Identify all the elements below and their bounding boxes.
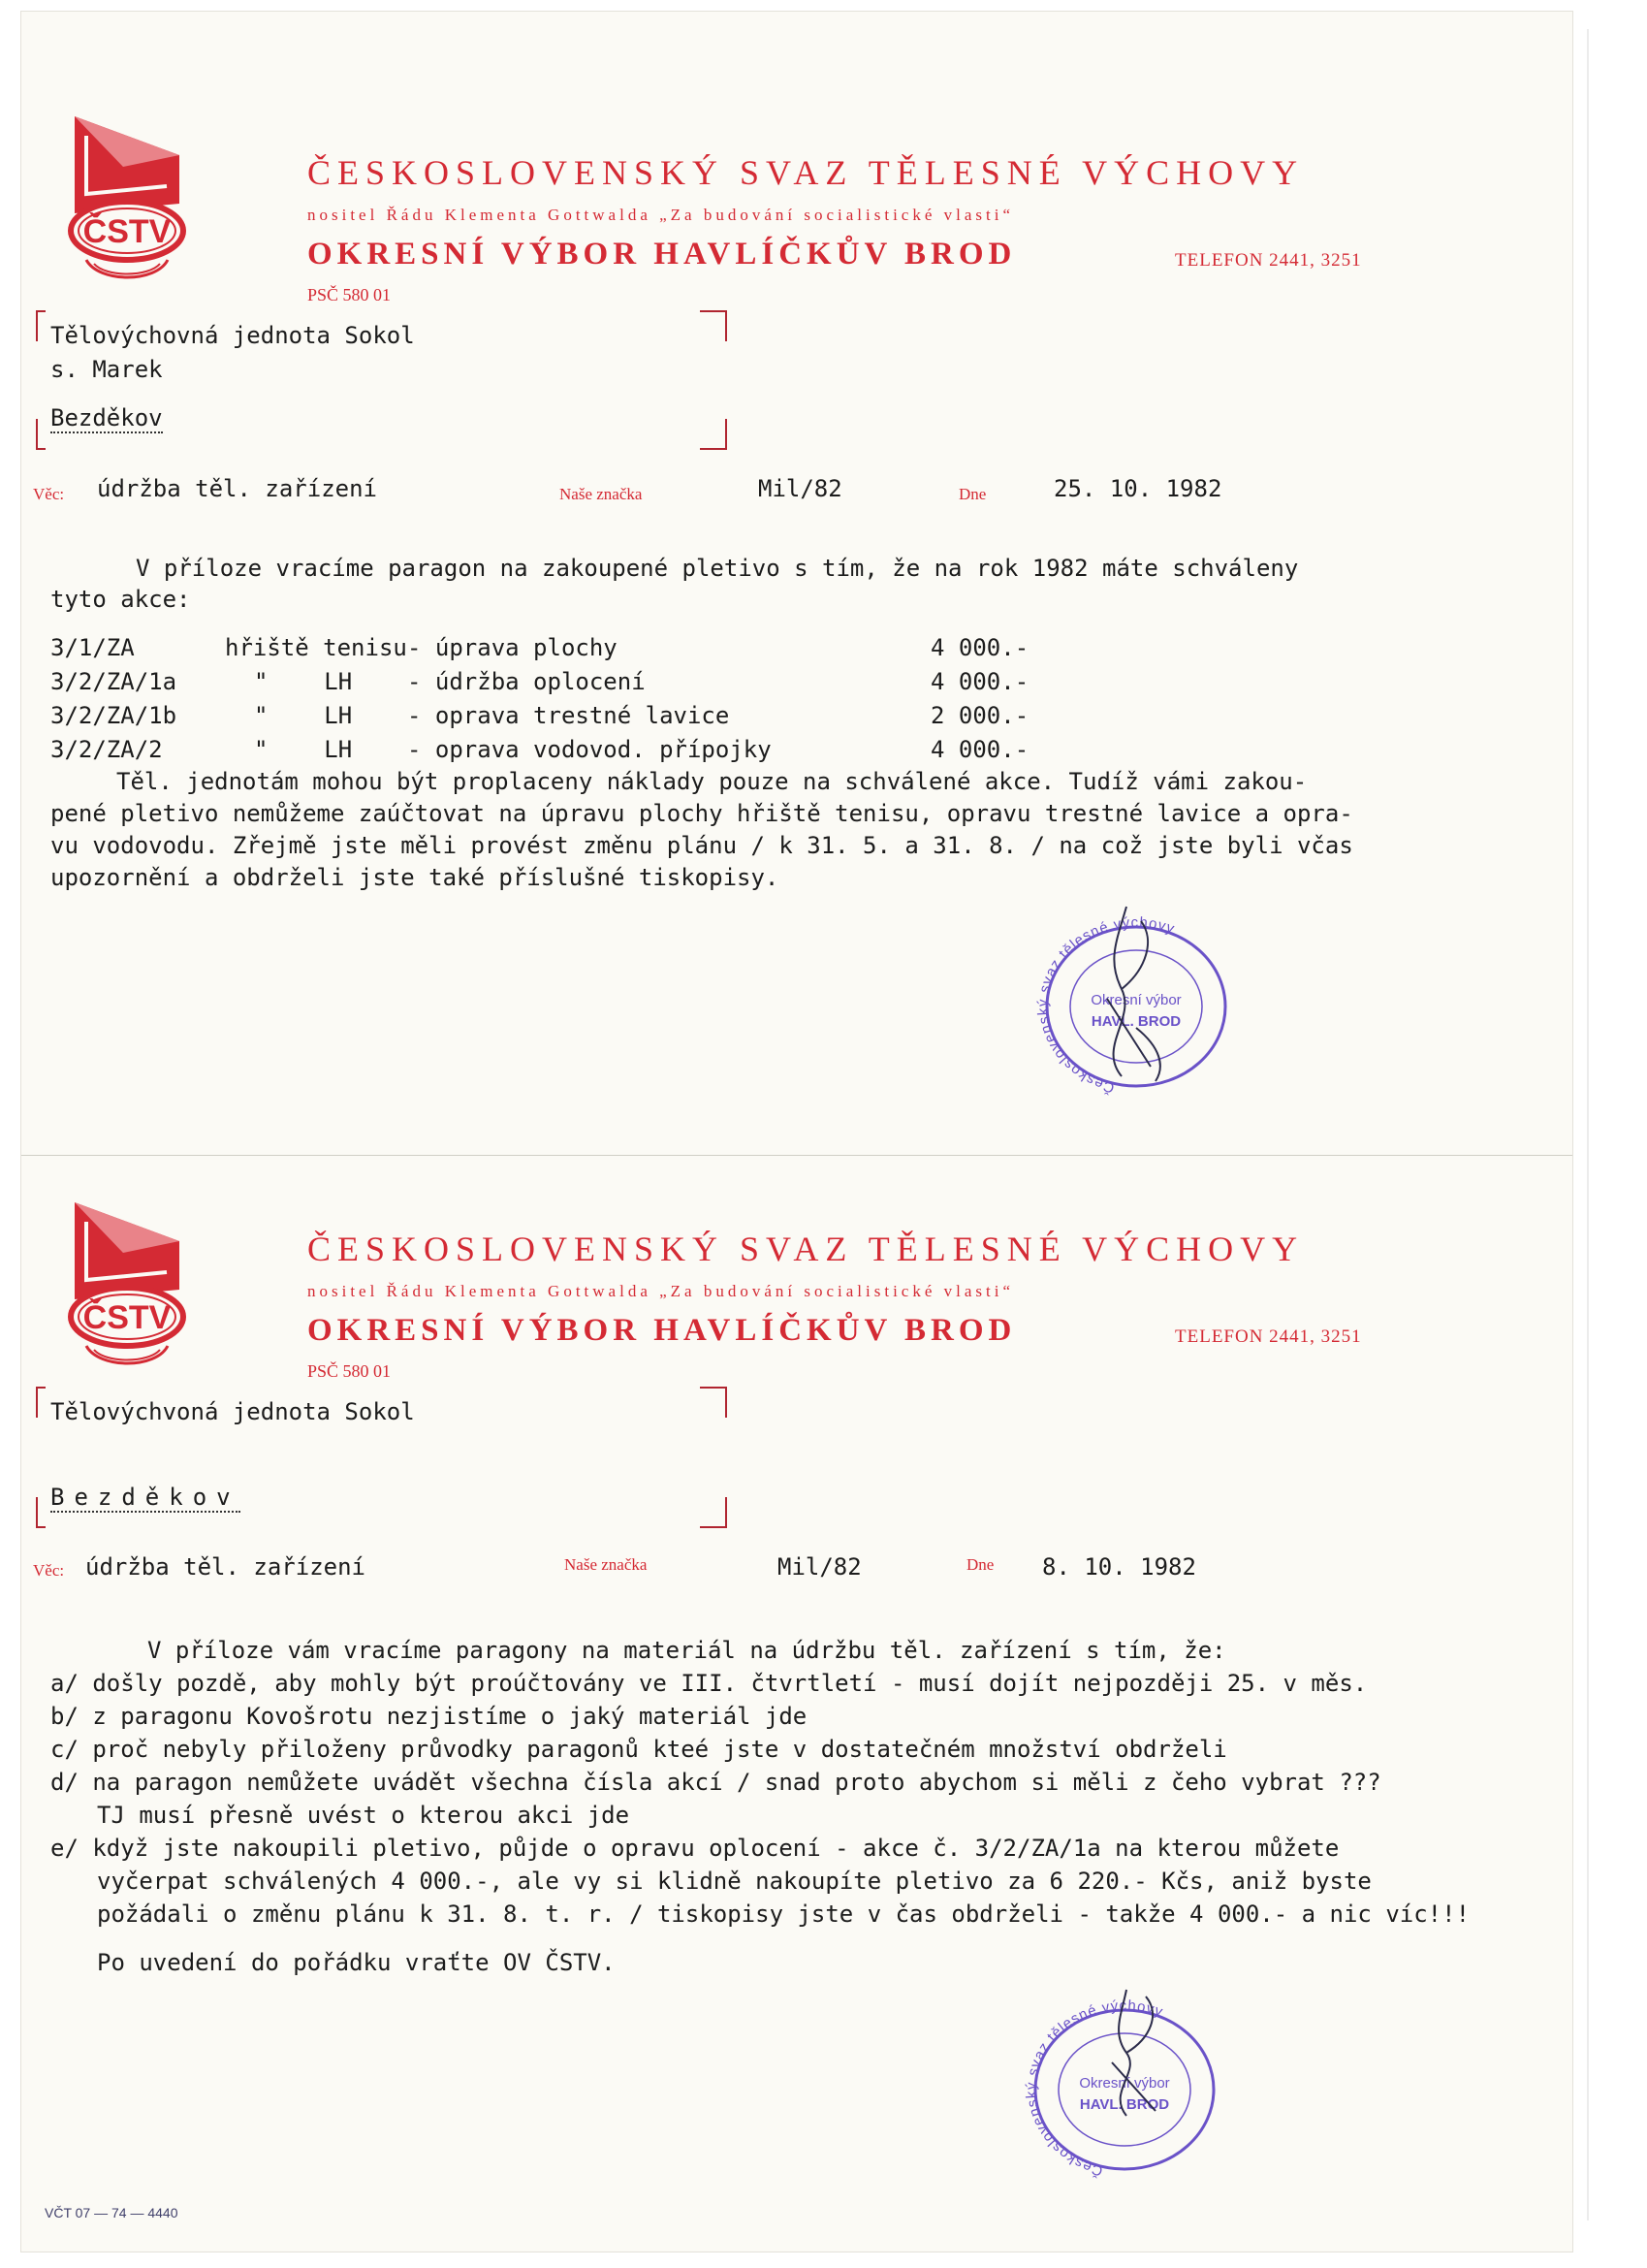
address-window-corner [36, 1497, 46, 1528]
address-window-corner [700, 419, 727, 450]
action-amount: 2 000.- [931, 702, 1029, 729]
stamp-center-text: HAVL. BROD [1091, 1013, 1182, 1030]
reference-number: Mil/82 [758, 475, 842, 502]
action-amount: 4 000.- [931, 736, 1029, 763]
addressee-line: s. Marek [50, 356, 163, 383]
cstv-logo-icon [65, 1202, 191, 1377]
subject-label: Věc: [33, 1561, 65, 1580]
stamp-center-text: Okresní výbor [1091, 992, 1182, 1008]
body-line: požádali o změnu plánu k 31. 8. t. r. / tiskopisy jste v čas obdrželi - takže 4 000.- a nic víc!!! [97, 1901, 1471, 1928]
stamp-ring-text: Československý svaz tělesné výchovy [1023, 1996, 1166, 2180]
stamp-center-text: Okresní výbor [1079, 2075, 1170, 2092]
signature-icon [1068, 902, 1204, 1096]
address-window-corner [700, 1497, 727, 1528]
subject-text: údržba těl. zařízení [85, 1553, 365, 1581]
body-line: a/ došly pozdě, aby mohly být proúčtovány ve III. čtvrtletí - musí dojít nejpozději 25. v měs. [50, 1670, 1368, 1697]
org-name: ČESKOSLOVENSKÝ SVAZ TĚLESNÉ VÝCHOVY [307, 1230, 1305, 1268]
action-code: 3/2/ZA/1b [50, 702, 177, 729]
logo-text: ČSTV [82, 213, 172, 250]
date-label: Dne [959, 485, 987, 503]
district-committee: OKRESNÍ VÝBOR HAVLÍČKŮV BROD [307, 1313, 1017, 1348]
subject-label: Věc: [33, 485, 65, 503]
date-label: Dne [966, 1555, 995, 1574]
reference-number: Mil/82 [777, 1553, 862, 1581]
district-committee: OKRESNÍ VÝBOR HAVLÍČKŮV BROD [307, 237, 1017, 272]
action-place: " LH [254, 736, 353, 763]
body-line: Těl. jednotám mohou být proplaceny náklady pouze na schválené akce. Tudíž vámi zakou- [116, 768, 1308, 795]
address-window-corner [700, 310, 727, 341]
action-desc: - oprava vodovod. přípojky [407, 736, 772, 763]
action-place: " LH [254, 668, 353, 695]
action-desc: - úprava plochy [407, 634, 618, 661]
body-line: pené pletivo nemůžeme zaúčtovat na úpravu plochy hřiště tenisu, opravu trestné lavice a opra- [50, 800, 1353, 827]
background-sheet-edge [1587, 29, 1589, 2220]
body-line: V příloze vám vracíme paragony na materiál na údržbu těl. zařízení s tím, že: [147, 1637, 1226, 1664]
intro-line: V příloze vracíme paragon na zakoupené pletivo s tím, že na rok 1982 máte schváleny [136, 555, 1299, 582]
action-desc: - údržba oplocení [407, 668, 646, 695]
order-bearer: nositel Řádu Klementa Gottwalda „Za budování socialistické vlasti“ [307, 206, 1015, 224]
body-line: upozornění a obdrželi jste také příslušné tiskopisy. [50, 864, 779, 891]
postal-code: PSČ 580 01 [307, 1361, 392, 1381]
phone: TELEFON 2441, 3251 [1175, 1326, 1362, 1347]
address-window-corner [700, 1387, 727, 1418]
action-code: 3/2/ZA/1a [50, 668, 177, 695]
print-code-footer: VČT 07 — 74 — 4440 [45, 2205, 178, 2220]
action-amount: 4 000.- [931, 668, 1029, 695]
signature-icon [1068, 1985, 1204, 2130]
letter-date: 25. 10. 1982 [1054, 475, 1222, 502]
action-place: hřiště tenisu [225, 634, 407, 661]
phone: TELEFON 2441, 3251 [1175, 250, 1362, 271]
stamp-center-text: HAVL. BROD [1079, 2096, 1170, 2113]
body-line: b/ z paragonu Kovošrotu nezjistíme o jaký materiál jde [50, 1703, 808, 1730]
body-line: vyčerpat schválených 4 000.-, ale vy si klidně nakoupíte pletivo za 6 220.- Kčs, aniž byste [97, 1868, 1372, 1895]
addressee-line: Tělovýchovná jednota Sokol [50, 322, 415, 349]
body-line: e/ když jste nakoupili pletivo, půjde o opravu oplocení - akce č. 3/2/ZA/1a na kterou můžete [50, 1835, 1340, 1862]
action-code: 3/2/ZA/2 [50, 736, 163, 763]
action-place: " LH [254, 702, 353, 729]
action-desc: - oprava trestné lavice [407, 702, 730, 729]
letter-date: 8. 10. 1982 [1042, 1553, 1196, 1581]
address-window-corner [36, 1387, 46, 1418]
action-code: 3/1/ZA [50, 634, 135, 661]
letter-sheet-2 [21, 1156, 1572, 2252]
body-line: TJ musí přesně uvést o kterou akci jde [97, 1802, 630, 1829]
action-amount: 4 000.- [931, 634, 1029, 661]
reference-label: Naše značka [559, 485, 643, 503]
letter-sheet-1 [21, 12, 1572, 1156]
addressee-town: Bezděkov [50, 404, 163, 431]
address-window-corner [36, 419, 46, 450]
body-line: Po uvedení do pořádku vraťte OV ČSTV. [97, 1949, 616, 1976]
reference-label: Naše značka [564, 1555, 648, 1574]
order-bearer: nositel Řádu Klementa Gottwalda „Za budování socialistické vlasti“ [307, 1282, 1015, 1300]
addressee-line: Tělovýchvoná jednota Sokol [50, 1398, 415, 1425]
addressee-town: Bezděkov [50, 1484, 240, 1511]
body-line: c/ proč nebyly přiloženy průvodky paragonů kteé jste v dostatečném množství obdrželi [50, 1736, 1227, 1763]
postal-code: PSČ 580 01 [307, 285, 392, 304]
org-name: ČESKOSLOVENSKÝ SVAZ TĚLESNÉ VÝCHOVY [307, 153, 1305, 192]
address-window-corner [36, 310, 46, 341]
logo-text: ČSTV [82, 1299, 172, 1336]
intro-line: tyto akce: [50, 586, 191, 613]
body-line: d/ na paragon nemůžete uvádět všechna čísla akcí / snad proto abychom si měli z čeho vybrat ??? [50, 1769, 1381, 1796]
subject-text: údržba těl. zařízení [97, 475, 377, 502]
cstv-logo-icon [65, 116, 191, 291]
body-line: vu vodovodu. Zřejmě jste měli provést změnu plánu / k 31. 5. a 31. 8. / na což jste byli včas [50, 832, 1353, 859]
stamp-ring-text: Československý svaz tělesné výchovy [1034, 913, 1178, 1097]
